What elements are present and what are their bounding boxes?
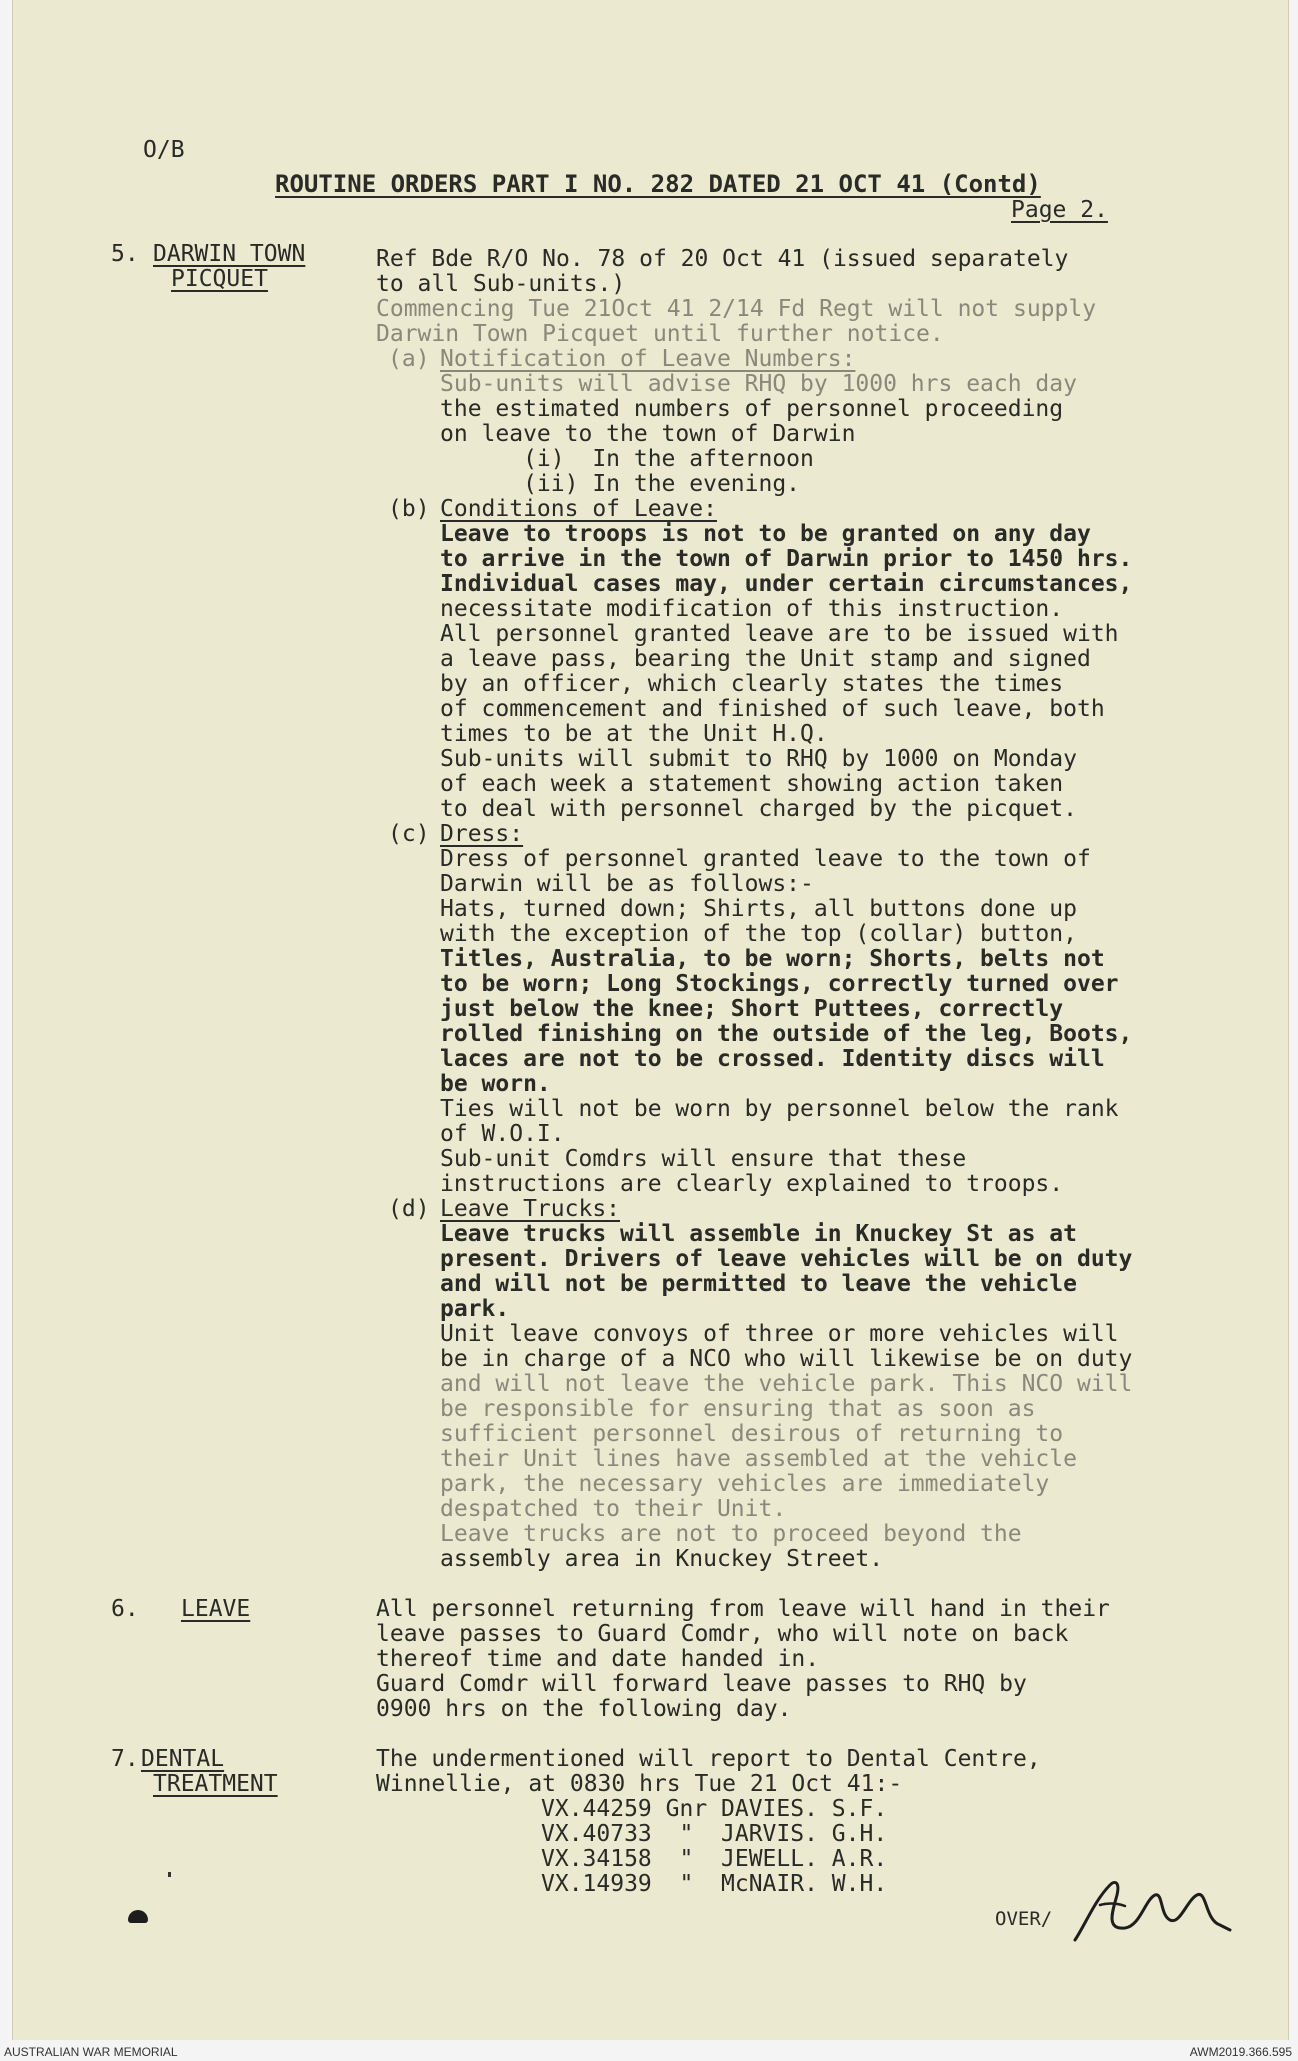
section-number: 7.	[111, 1746, 139, 1772]
over-label: OVER/	[995, 1908, 1053, 1930]
section-heading: LEAVE	[181, 1596, 251, 1622]
section-heading: TREATMENT	[153, 1771, 278, 1797]
subsection-label: (a)	[388, 346, 430, 372]
subsection-line: sufficient personnel desirous of returning to	[440, 1421, 1064, 1447]
header-mark: O/B	[143, 137, 185, 163]
subsection-line: instructions are clearly explained to troops.	[440, 1171, 1064, 1197]
document-page	[12, 0, 1289, 2040]
section-line: Commencing Tue 21Oct 41 2/14 Fd Regt will not supply	[376, 296, 1097, 322]
subsection-line: park, the necessary vehicles are immediately	[440, 1471, 1050, 1497]
section-number: 6.	[111, 1596, 139, 1622]
subsection-line: be worn.	[440, 1071, 551, 1097]
section-line: Ref Bde R/O No. 78 of 20 Oct 41 (issued separately	[376, 246, 1069, 272]
section-line: to all Sub-units.)	[376, 271, 626, 297]
subsection-line: of commencement and finished of such leave, both	[440, 696, 1105, 722]
footer-right: AWM2019.366.595	[1189, 2045, 1292, 2059]
subsection-line: Darwin will be as follows:-	[440, 871, 814, 897]
subsection-line: laces are not to be crossed. Identity discs will	[440, 1046, 1105, 1072]
subsection-line: Dress of personnel granted leave to the town of	[440, 846, 1091, 872]
subsection-line: Unit leave convoys of three or more vehicles will	[440, 1321, 1119, 1347]
subsection-line: Sub-unit Comdrs will ensure that these	[440, 1146, 967, 1172]
section-line: thereof time and date handed in.	[376, 1646, 820, 1672]
personnel-line: VX.44259 Gnr DAVIES. S.F.	[541, 1796, 888, 1822]
subsection-line: and will not leave the vehicle park. This NCO will	[440, 1371, 1133, 1397]
subsection-line: of W.O.I.	[440, 1121, 565, 1147]
section-number: 5.	[111, 241, 139, 267]
subsection-line: with the exception of the top (collar) button,	[440, 921, 1077, 947]
subsection-line: despatched to their Unit.	[440, 1496, 787, 1522]
subsection-line: of each week a statement showing action taken	[440, 771, 1064, 797]
section-line: All personnel returning from leave will hand in their	[376, 1596, 1110, 1622]
section-heading: DENTAL	[141, 1746, 225, 1772]
subsection-line: Leave trucks will assemble in Knuckey St as at	[440, 1221, 1077, 1247]
section-heading: PICQUET	[171, 266, 268, 292]
subsection-line: the estimated numbers of personnel proceeding	[440, 396, 1064, 422]
subsection-line: be responsible for ensuring that as soon as	[440, 1396, 1036, 1422]
subsection-line: and will not be permitted to leave the vehicle	[440, 1271, 1077, 1297]
section-line: Darwin Town Picquet until further notice.	[376, 321, 944, 347]
personnel-line: VX.14939 " McNAIR. W.H.	[541, 1871, 888, 1897]
signature-initials-icon	[1065, 1870, 1240, 1955]
subsection-heading: Conditions of Leave:	[440, 496, 717, 522]
subsection-heading: Leave Trucks:	[440, 1196, 621, 1222]
subsection-line: Leave trucks are not to proceed beyond the	[440, 1521, 1022, 1547]
subsection-line: Sub-units will advise RHQ by 1000 hrs each day	[440, 371, 1077, 397]
subsection-line: park.	[440, 1296, 510, 1322]
section-line: Winnellie, at 0830 hrs Tue 21 Oct 41:-	[376, 1771, 903, 1797]
subsection-line: to arrive in the town of Darwin prior to 1450 hrs.	[440, 546, 1133, 572]
subsection-line: times to be at the Unit H.Q.	[440, 721, 828, 747]
subsection-label: (d)	[388, 1196, 430, 1222]
personnel-line: VX.40733 " JARVIS. G.H.	[541, 1821, 888, 1847]
section-line: 0900 hrs on the following day.	[376, 1696, 792, 1722]
subsection-line: by an officer, which clearly states the times	[440, 671, 1064, 697]
subsection-line: just below the knee; Short Puttees, correctly	[440, 996, 1064, 1022]
subsection-line: necessitate modification of this instruction.	[440, 596, 1064, 622]
document-title: ROUTINE ORDERS PART I NO. 282 DATED 21 OCT 41 (Contd)	[275, 170, 1041, 198]
section-line: The undermentioned will report to Dental Centre,	[376, 1746, 1041, 1772]
subsection-line: assembly area in Knuckey Street.	[440, 1546, 884, 1572]
section-heading: DARWIN TOWN	[153, 241, 306, 267]
subsection-line: present. Drivers of leave vehicles will be on duty	[440, 1246, 1133, 1272]
subsection-line: All personnel granted leave are to be issued with	[440, 621, 1119, 647]
personnel-line: VX.34158 " JEWELL. A.R.	[541, 1846, 888, 1872]
subsection-line: Ties will not be worn by personnel below the rank	[440, 1096, 1119, 1122]
subsection-line: a leave pass, bearing the Unit stamp and signed	[440, 646, 1091, 672]
subsection-line: their Unit lines have assembled at the vehicle	[440, 1446, 1077, 1472]
subsection-line: to deal with personnel charged by the picquet.	[440, 796, 1077, 822]
subsection-heading: Notification of Leave Numbers:	[440, 346, 856, 372]
subsection-heading: Dress:	[440, 821, 524, 847]
subsection-line: to be worn; Long Stockings, correctly turned over	[440, 971, 1119, 997]
subsection-line: rolled finishing on the outside of the leg, Boots,	[440, 1021, 1133, 1047]
subsection-line: on leave to the town of Darwin	[440, 421, 856, 447]
section-line: Guard Comdr will forward leave passes to RHQ by	[376, 1671, 1027, 1697]
ink-dot-icon	[168, 1872, 171, 1877]
subsection-label: (b)	[388, 496, 430, 522]
subsection-label: (c)	[388, 821, 430, 847]
footer-left: AUSTRALIAN WAR MEMORIAL	[4, 2045, 178, 2059]
subsection-line: be in charge of a NCO who will likewise be on duty	[440, 1346, 1133, 1372]
ink-blot-icon	[128, 1910, 148, 1923]
subsection-line: Hats, turned down; Shirts, all buttons done up	[440, 896, 1077, 922]
subsection-line: Leave to troops is not to be granted on any day	[440, 521, 1091, 547]
subsection-line: Titles, Australia, to be worn; Shorts, belts not	[440, 946, 1105, 972]
subsection-line: Sub-units will submit to RHQ by 1000 on Monday	[440, 746, 1077, 772]
section-line: leave passes to Guard Comdr, who will note on back	[376, 1621, 1069, 1647]
subsection-line: Individual cases may, under certain circumstances,	[440, 571, 1133, 597]
page-label: Page 2.	[1011, 197, 1108, 223]
subsection-line: (i) In the afternoon	[440, 446, 814, 472]
subsection-line: (ii) In the evening.	[440, 471, 801, 497]
